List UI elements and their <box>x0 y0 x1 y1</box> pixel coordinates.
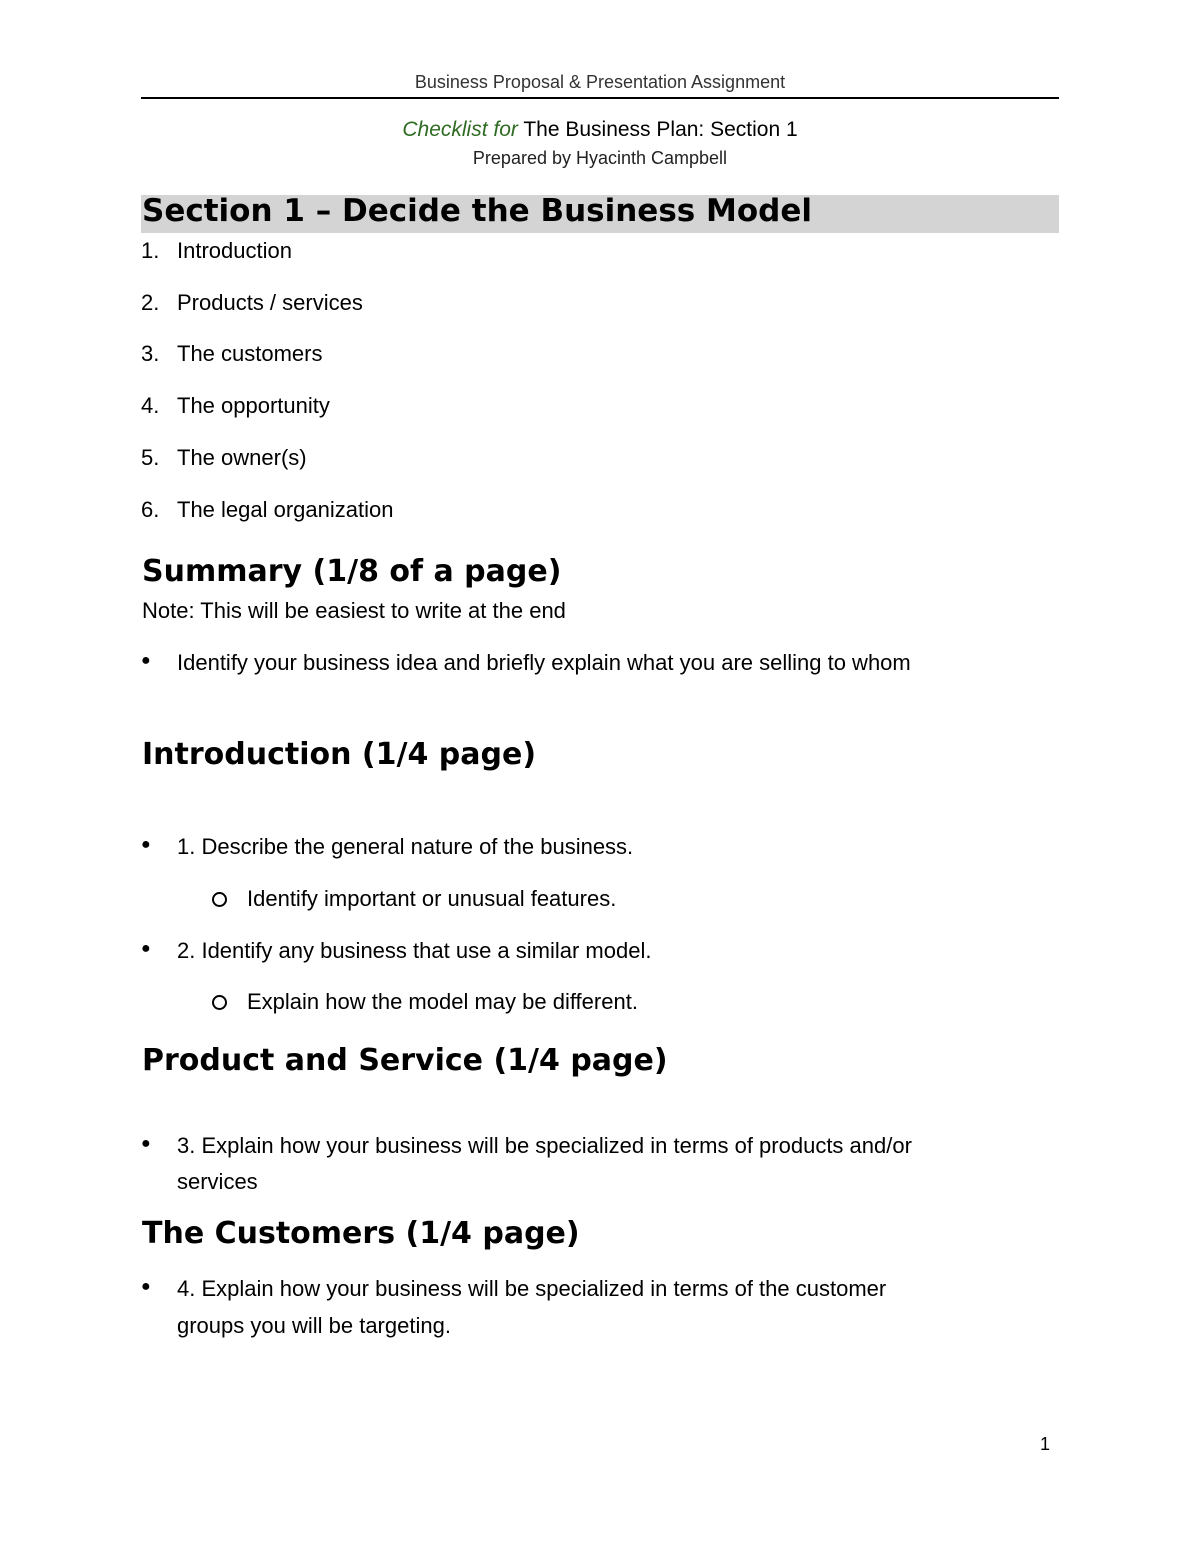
product-service-heading: Product and Service (1/4 page) <box>142 1043 668 1078</box>
item-number: 2. <box>141 290 160 315</box>
document-subtitle <box>141 118 1059 142</box>
subtitle-lead: Checklist for <box>402 118 518 141</box>
item-number: 4. <box>141 393 160 418</box>
header-rule <box>141 97 1059 99</box>
item-text: The owner(s) <box>177 445 307 470</box>
item-text: The opportunity <box>177 393 330 418</box>
subtitle-rest: The Business Plan: Section 1 <box>517 118 798 141</box>
item-text: The customers <box>177 341 323 366</box>
circle-bullet-icon <box>212 995 227 1010</box>
introduction-heading: Introduction (1/4 page) <box>142 737 537 772</box>
sub-bullet-text: Identify important or unusual features. <box>247 886 617 911</box>
page-number: 1 <box>1040 1434 1051 1454</box>
bullet-text-line-1: 4. Explain how your business will be specialized in terms of the customer <box>177 1276 887 1301</box>
prepared-by: Prepared by Hyacinth Campbell <box>472 148 728 168</box>
item-text: The legal organization <box>177 497 394 522</box>
sub-bullet-text: Explain how the model may be different. <box>247 989 638 1014</box>
bullet-text-line-1: 3. Explain how your business will be specialized in terms of products and/or <box>177 1133 912 1158</box>
bullet-icon: ● <box>141 1135 151 1152</box>
item-number: 1. <box>141 238 160 263</box>
item-text: Products / services <box>177 290 363 315</box>
summary-heading: Summary (1/8 of a page) <box>142 554 562 589</box>
bullet-text: Identify your business idea and briefly explain what you are selling to whom <box>177 650 911 675</box>
item-number: 6. <box>141 497 160 522</box>
item-text: Introduction <box>177 238 292 263</box>
summary-note: Note: This will be easiest to write at the end <box>142 598 566 623</box>
bullet-text-line-2: groups you will be targeting. <box>177 1313 451 1338</box>
bullet-icon: ● <box>141 836 151 853</box>
bullet-icon: ● <box>141 940 151 957</box>
item-number: 3. <box>141 341 160 366</box>
bullet-icon: ● <box>141 1278 151 1295</box>
bullet-icon: ● <box>141 652 151 669</box>
section-title: Section 1 – Decide the Business Model <box>142 193 813 229</box>
bullet-text: 2. Identify any business that use a similar model. <box>177 938 652 963</box>
item-number: 5. <box>141 445 160 470</box>
circle-bullet-icon <box>212 892 227 907</box>
customers-heading: The Customers (1/4 page) <box>142 1216 580 1251</box>
bullet-text: 1. Describe the general nature of the business. <box>177 834 634 859</box>
bullet-text-line-2: services <box>177 1169 258 1194</box>
running-header: Business Proposal & Presentation Assignment <box>414 72 786 92</box>
